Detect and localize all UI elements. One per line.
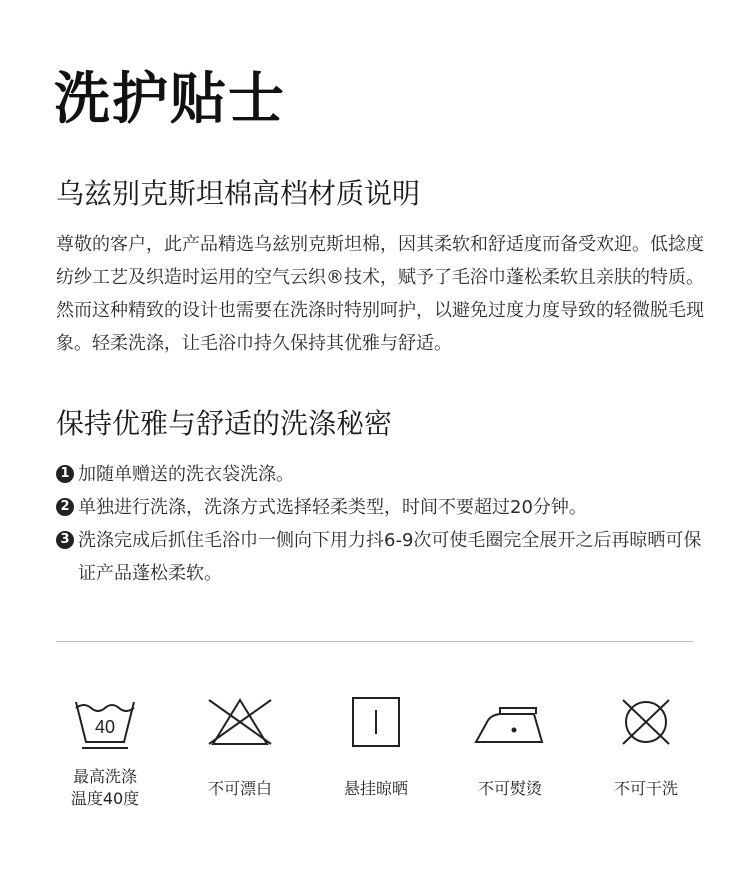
tip-text: 加随单赠送的洗衣袋洗涤。: [78, 464, 294, 485]
care-tips-list: [56, 458, 706, 590]
care-symbol-no-bleach: [180, 690, 300, 798]
list-item: [56, 458, 706, 491]
care-label: 不可漂白: [207, 779, 272, 798]
care-label: 悬挂晾晒: [343, 779, 408, 798]
wash-40-icon: [70, 690, 140, 750]
number-badge: 1: [56, 465, 74, 483]
material-description: 尊敬的客户，此产品精选乌兹别克斯坦棉，因其柔软和舒适度而备受欢迎。低捻度纺纱工艺及织造时运用的空气云织®技术，赋予了毛浴巾蓬松柔软且亲肤的特质。然而这种精致的设计也需要在洗涤时特别呵护，以避免过度力度导致的轻微脱毛现象。轻柔洗涤，让毛浴巾持久保持其优雅与舒适。: [56, 234, 704, 354]
care-symbol-no-iron: [450, 690, 570, 798]
no-dry-clean-icon: [611, 690, 681, 750]
page-title: 洗护贴士: [54, 67, 286, 132]
number-badge: 3: [56, 531, 74, 549]
number-badge: 2: [56, 498, 74, 516]
care-symbol-line-dry: [316, 690, 436, 798]
list-item: [56, 524, 706, 590]
care-label: 不可干洗: [613, 779, 678, 798]
no-iron-icon: [470, 690, 550, 750]
care-label: 不可熨烫: [477, 779, 542, 798]
tip-text: 洗涤完成后抓住毛浴巾一侧向下用力抖6-9次可使毛圈完全展开之后再晾晒可保证产品蓬松柔软。: [78, 530, 702, 584]
material-heading: 乌兹别克斯坦棉高档材质说明: [56, 177, 421, 210]
no-bleach-icon: [205, 690, 275, 750]
divider: [56, 641, 693, 642]
care-label: 温度40度: [70, 789, 140, 808]
care-symbol-wash-40: [45, 690, 165, 808]
care-symbol-no-dry-clean: [586, 690, 706, 798]
care-heading: 保持优雅与舒适的洗涤秘密: [56, 407, 393, 440]
care-label: 最高洗涤: [72, 767, 137, 786]
line-dry-icon: [341, 690, 411, 750]
tip-text: 单独进行洗涤，洗涤方式选择轻柔类型，时间不要超过20分钟。: [78, 497, 587, 518]
care-symbols-row: [0, 690, 750, 820]
wash-temperature: 40: [94, 717, 116, 737]
list-item: [56, 491, 706, 524]
